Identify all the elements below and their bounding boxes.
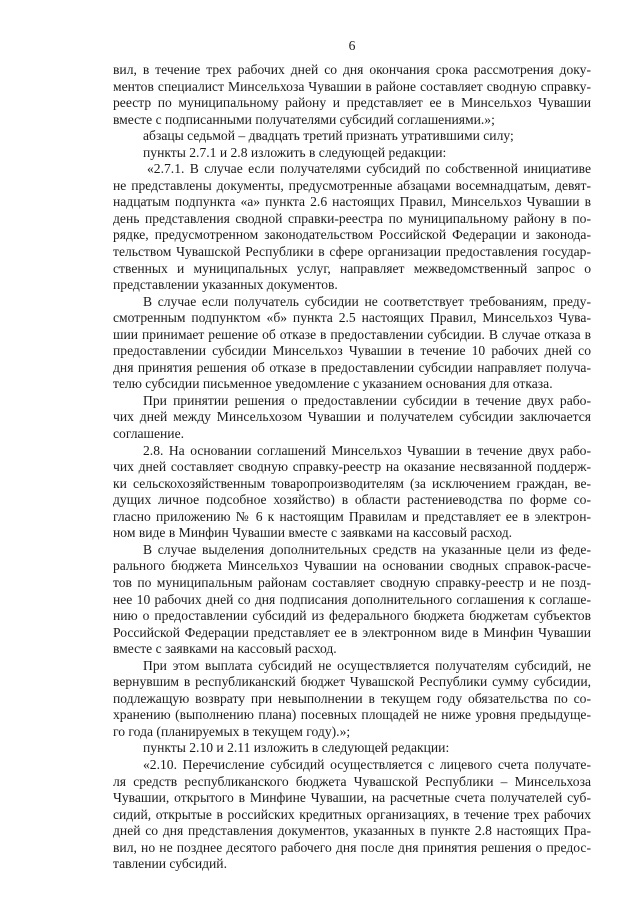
text-line: гласно приложению № 6 к настоящим Правилам и представляет ее в электрон- (113, 508, 591, 524)
text-line: абзацы седьмой – двадцать третий признать утратившими силу; (143, 128, 514, 144)
text-line: Чувашии, открытого в Минфине Чувашии, на расчетные счета получателей суб- (113, 790, 591, 806)
text-line: надцатым подпункта «а» пункта 2.6 настоящих Правил, Минсельхоз Чувашии в (113, 194, 591, 210)
text-line: предоставлении субсидии Минсельхоз Чувашии в течение 10 рабочих дней со (113, 343, 591, 359)
text-line: шии принимает решение об отказе в предоставлении субсидии. В случае отказа в (113, 326, 591, 342)
text-line: нию о предоставлении субсидий из федерального бюджета бюджетам субъектов (113, 608, 591, 624)
text-line: подлежащую возврату при невыполнении в текущем году обязательства по со- (113, 690, 591, 706)
text-line: тельством Чувашской Республики в сфере организации предоставления государ- (113, 244, 591, 260)
text-line: вил, в течение трех рабочих дней со дня окончания срока рассмотрения доку- (113, 62, 591, 77)
text-line: 2.8. На основании соглашений Минсельхоз Чувашии в течение двух рабо- (143, 442, 591, 458)
page-number: 6 (348, 38, 356, 53)
text-line: рядке, предусмотренном законодательством Российской Федерации и законода- (113, 227, 591, 243)
text-line: хранению (выполнению плана) посевных площадей не ниже уровня предыдуще- (113, 707, 591, 723)
text-line: вернувшим в республиканский бюджет Чувашской Республики сумму субсидии, (113, 674, 591, 690)
text-line: нее 10 рабочих дней со дня подписания дополнительного соглашения к соглаше- (113, 591, 591, 607)
text-line: При этом выплата субсидий не осуществляется получателям субсидий, не (143, 657, 591, 673)
text-line: «2.10. Перечисление субсидий осуществляется с лицевого счета получате- (143, 756, 591, 772)
text-line: не представлены документы, предусмотренные абзацами восемнадцатым, девят- (113, 177, 591, 193)
text-line: ном виде в Минфин Чувашии вместе с заявками на кассовый расход. (113, 525, 513, 541)
text-line: ментов специалист Минсельхоза Чувашии в районе составляет сводную справку- (113, 78, 591, 94)
document-body (113, 62, 591, 873)
text-line: вил, но не позднее десятого рабочего дня после дня принятия решения о предос- (113, 839, 591, 855)
text-line: В случае если получатель субсидии не соответствует требованиям, преду- (143, 293, 591, 309)
text-line: чих дней между Минсельхозом Чувашии и получателем субсидии заключается (113, 409, 591, 425)
text-line: Российской Федерации представляет ее в электронном виде в Минфин Чувашии (113, 624, 591, 640)
text-line: дня принятия решения об отказе в предоставлении субсидии направляет получа- (113, 359, 591, 375)
text-line: вместе с заявками на кассовый расход. (113, 641, 337, 657)
text-line: го года (планируемых в текущем году).»; (113, 723, 351, 739)
text-line: день представления сводной справки-реестра по муниципальному району в по- (113, 210, 591, 226)
text-line: ля средств республиканского бюджета Чувашской Республики – Минсельхоза (113, 773, 591, 789)
text-line: телю субсидии письменное уведомление с указанием основания для отказа. (113, 376, 553, 392)
text-line: «2.7.1. В случае если получателями субсидий по собственной инициативе (147, 161, 591, 177)
text-line: В случае выделения дополнительных средств на указанные цели из феде- (143, 541, 591, 557)
text-line: сидий, открытые в российских кредитных организациях, в течение трех рабочих (113, 806, 591, 822)
text-line: пункты 2.7.1 и 2.8 изложить в следующей редакции: (143, 144, 447, 160)
text-line: вместе с подписанными получателями субсидий соглашениями.»; (113, 111, 495, 127)
text-line: тов по муниципальным районам составляет сводную справку-реестр и не позд- (113, 574, 591, 590)
text-line: ственных и муниципальных услуг, направляет межведомственный запрос о (113, 260, 591, 276)
text-line: ки сельскохозяйственным товаропроизводителям (за исключением граждан, ве- (113, 475, 591, 491)
text-line: реестр по муниципальному району и представляет ее в Минсельхоз Чувашии (113, 95, 591, 111)
text-line: тавлении субсидий. (113, 856, 227, 872)
text-line: дней со дня представления документов, указанных в пункте 2.8 настоящих Пра- (113, 823, 591, 839)
text-line: представлении указанных документов. (113, 277, 338, 293)
text-line: пункты 2.10 и 2.11 изложить в следующей редакции: (143, 740, 450, 756)
text-line: рального бюджета Минсельхоз Чувашии на основании сводных справок-расче- (113, 558, 591, 574)
text-line: дущих личное подсобное хозяйство) в области растениеводства по форме со- (113, 492, 591, 508)
text-line: При принятии решения о предоставлении субсидии в течение двух рабо- (143, 392, 591, 408)
text-line: соглашение. (113, 426, 185, 442)
document-page (113, 0, 591, 905)
text-line: чих дней составляет сводную справку-реестр на оказание несвязанной поддерж- (113, 459, 591, 475)
text-line: смотренным подпунктом «б» пункта 2.5 настоящих Правил, Минсельхоз Чува- (113, 310, 591, 326)
